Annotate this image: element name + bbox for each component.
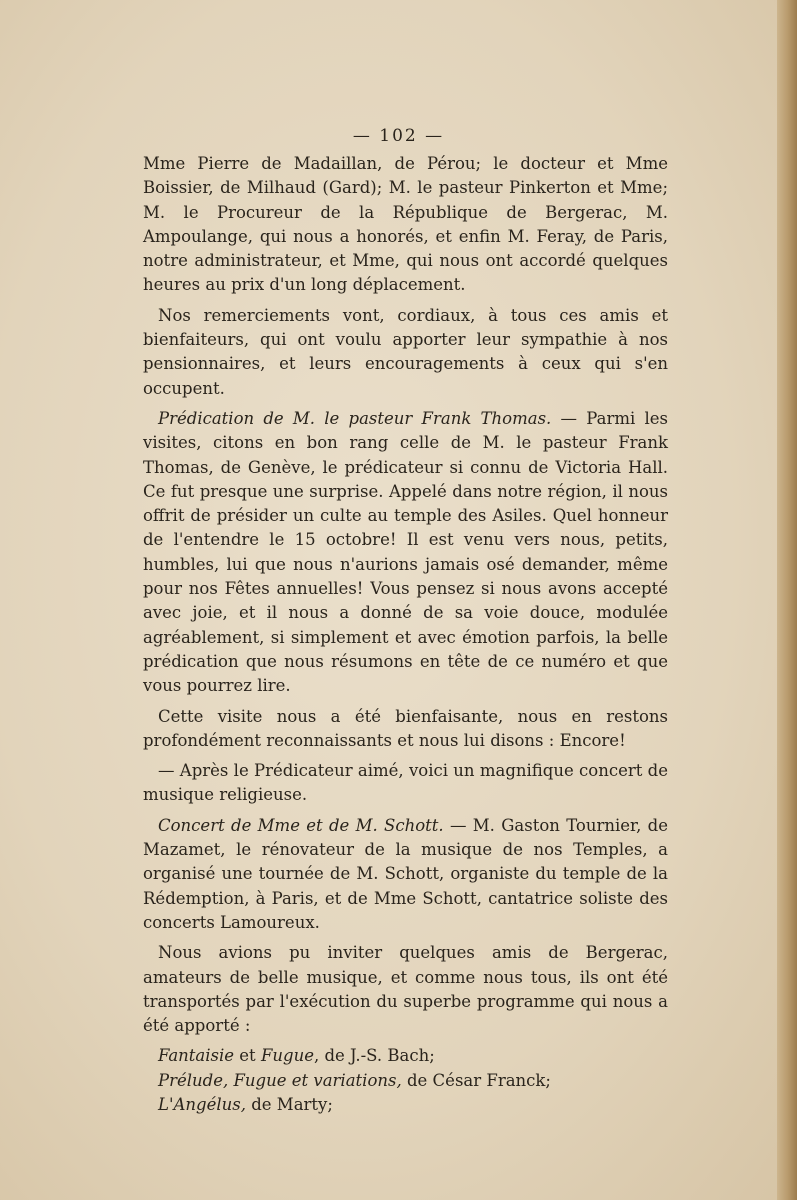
page-edge <box>777 0 797 1200</box>
text-run: — Parmi les visites, citons en bon rang celle de M. le pasteur Frank Thomas, de Genève, le prédicateur si connu de Victoria Hall. Ce fut presque une surprise. Appelé dans notre région, il nous offrit de présider un culte au temple des Asiles. Quel honneur de l'entendre le 15 octobre! Il est venu vers nous, petits, humbles, lui que nous n'aurions jamais osé demander, même pour nos Fêtes annuelles! Vous pensez si nous avons accepté avec joie, et il nous a donné de sa voie douce, modulée agréablement, si simplement et avec émotion parfois, la belle prédication que nous résumons en tête de ce numéro et que vous pourrez lire. <box>143 408 668 696</box>
paragraph <box>143 304 668 401</box>
text-run: Nous avions pu inviter quelques amis de Bergerac, amateurs de belle musique, et comme nous tous, ils ont été transportés par l'exécution du superbe programme qui nous a été apporté : <box>143 943 668 1036</box>
text-run: L'Angélus, <box>158 1094 246 1114</box>
paragraph <box>143 152 668 298</box>
program-item <box>143 1069 668 1093</box>
text-run: de Marty; <box>245 1094 333 1114</box>
program-item <box>143 1093 668 1117</box>
program-item <box>143 1044 668 1068</box>
text-run: Fugue <box>260 1046 314 1066</box>
paragraph <box>143 407 668 699</box>
text-run: de César Franck; <box>401 1070 551 1090</box>
program-list <box>143 1044 668 1117</box>
text-run: Prélude, Fugue et variations, <box>158 1070 402 1090</box>
body-text <box>143 152 668 1117</box>
text-run: Concert de Mme et de M. Schott. <box>158 815 444 835</box>
text-run: — M. Gaston Tournier, de Mazamet, le rénovateur de la musique de nos Temples, a organisé une tournée de M. Schott, organiste du temple de la Rédemption, à Paris, et de Mme Schott, cantatrice soliste des concerts Lamoureux. <box>143 815 668 932</box>
paragraph <box>143 814 668 935</box>
page-number: — 102 — <box>352 126 445 146</box>
text-run: Nos remerciements vont, cordiaux, à tous ces amis et bienfaiteurs, qui ont voulu apporter leur sympathie à nos pensionnaires, et leurs encouragements à ceux qui s'en occupent. <box>143 305 668 398</box>
paragraph <box>143 759 668 808</box>
text-run: Cette visite nous a été bienfaisante, nous en restons profondément reconnaissants et nous lui disons : Encore! <box>143 706 668 750</box>
text-run: Prédication de M. le pasteur Frank Thomas. <box>158 408 552 428</box>
text-run: Fantaisie <box>158 1046 235 1066</box>
text-run: — Après le Prédicateur aimé, voici un magnifique concert de musique religieuse. <box>143 761 668 805</box>
paragraph <box>143 941 668 1038</box>
text-run: et <box>234 1046 261 1066</box>
paragraph <box>143 705 668 754</box>
text-run: Mme Pierre de Madaillan, de Pérou; le docteur et Mme Boissier, de Milhaud (Gard); M. le pasteur Pinkerton et Mme; M. le Procureur de la République de Bergerac, M. Ampoulange, qui nous a honorés, et enfin M. Feray, de Paris, notre administrateur, et Mme, qui nous ont accordé quelques heures au prix d'un long déplacement. <box>143 154 668 295</box>
text-run: , de J.-S. Bach; <box>313 1046 435 1066</box>
